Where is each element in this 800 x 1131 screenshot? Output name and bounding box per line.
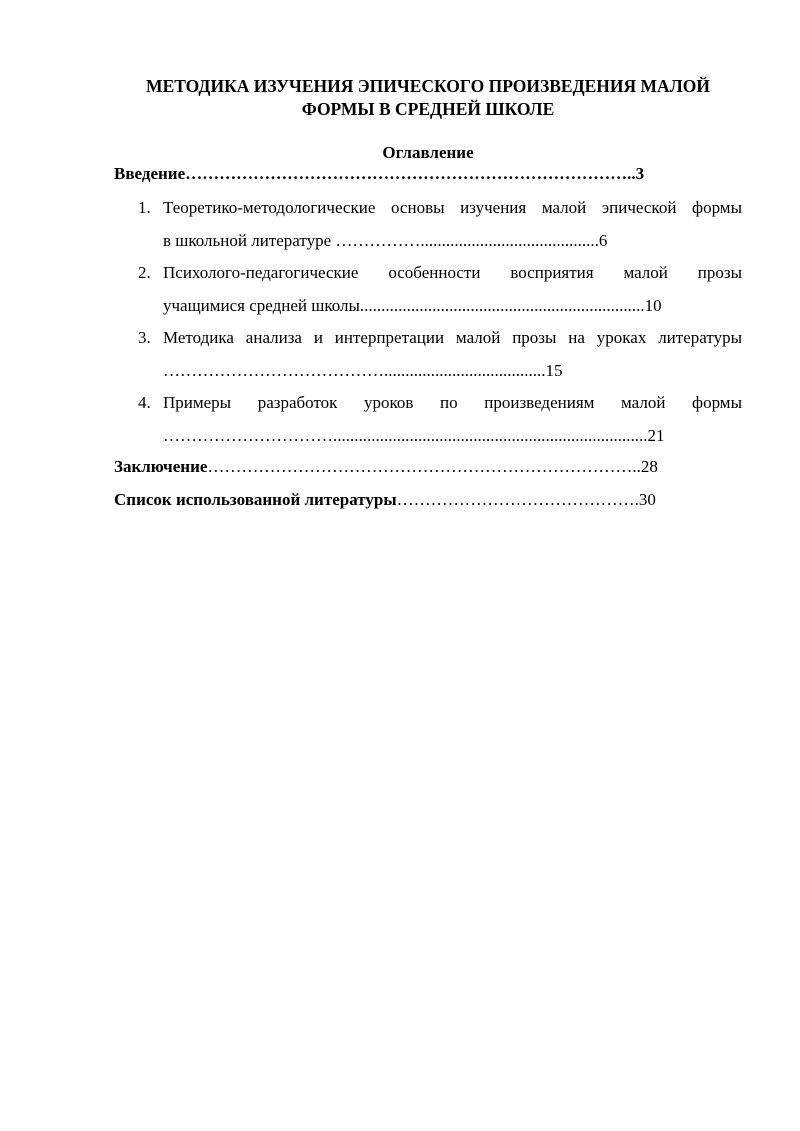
toc-chapter-title: Психолого-педагогические особенности восприятия малой прозы (163, 263, 742, 282)
toc-chapter-number: 4. (138, 393, 151, 412)
toc-chapter-number: 2. (138, 263, 151, 282)
toc-chapter-title: Теоретико-методологические основы изучения малой эпической формы (163, 198, 742, 217)
toc-page-number: 28 (640, 457, 658, 476)
toc-chapter-title: Методика анализа и интерпретации малой прозы на уроках литературы (163, 328, 742, 347)
toc-page-number: 3 (635, 164, 645, 183)
toc-leader-dots: ………………………………………………………………….. (207, 457, 641, 476)
toc-chapter-list (138, 192, 742, 452)
toc-entry-introduction (114, 164, 742, 184)
document-title-line-1: МЕТОДИКА ИЗУЧЕНИЯ ЭПИЧЕСКОГО ПРОИЗВЕДЕНИЯ МАЛОЙ (146, 76, 710, 96)
toc-chapter-item (138, 192, 742, 257)
toc-entry-label: Введение (114, 164, 186, 183)
toc-chapter-item (138, 322, 742, 387)
toc-chapter-number: 1. (138, 198, 151, 217)
toc-leader-dots: ……………………………………. (396, 490, 639, 509)
document-title (100, 75, 756, 121)
toc-entry-conclusion (114, 457, 742, 477)
toc-chapter-item (138, 387, 742, 452)
toc-chapter-title-continuation: …………………………………......................................15 (163, 360, 563, 380)
toc-page-number: 30 (638, 490, 656, 509)
document-title-line-2: ФОРМЫ В СРЕДНЕЙ ШКОЛЕ (301, 99, 555, 119)
toc-chapter-title-continuation: …………………………..........................................................................21 (163, 425, 665, 445)
toc-heading: Оглавление (382, 143, 474, 162)
toc-chapter-title: Примеры разработок уроков по произведениям малой формы (163, 393, 742, 412)
toc-entry-label: Заключение (114, 457, 208, 476)
toc-leader-dots: …………………………………………………………………….. (185, 164, 636, 183)
toc-entry-label: Список использованной литературы (114, 490, 397, 509)
toc-chapter-title-continuation: в школьной литературе ……………..........................................6 (163, 230, 608, 250)
toc-entry-references (114, 490, 742, 510)
toc-chapter-number: 3. (138, 328, 151, 347)
toc-chapter-item (138, 257, 742, 322)
toc-chapter-title-continuation: учащимися средней школы...................................................................10 (163, 295, 662, 315)
